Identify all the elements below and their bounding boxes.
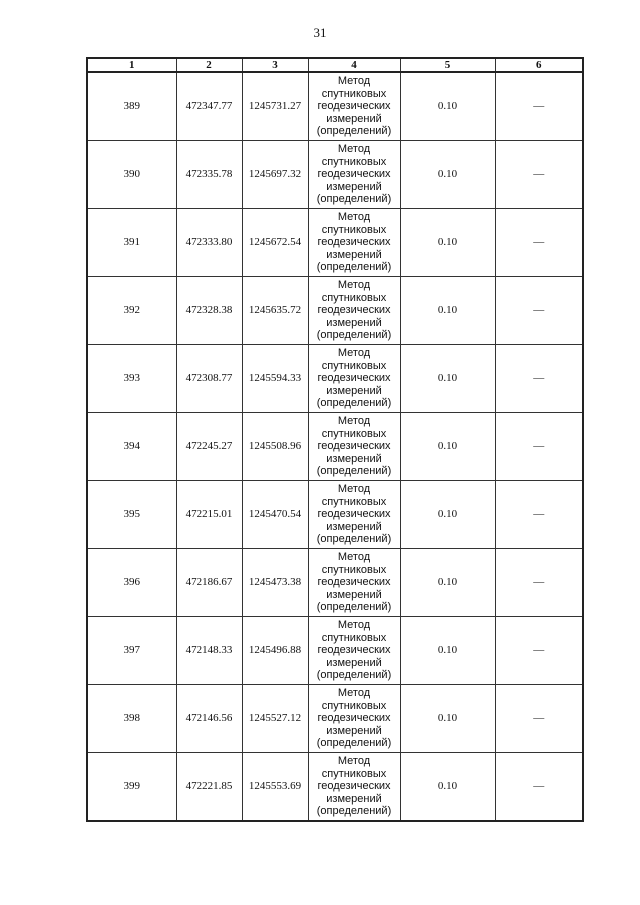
method-line: геодезических	[317, 236, 391, 249]
column-header: 2	[176, 58, 242, 72]
method-cell	[308, 413, 400, 481]
table-row	[87, 481, 583, 549]
method-line: Метод	[337, 279, 371, 292]
method-cell	[308, 617, 400, 685]
point-number-cell: 395	[87, 481, 176, 549]
method-line: измерений	[326, 520, 382, 533]
method-line: (определений)	[316, 737, 392, 750]
point-number-cell: 396	[87, 549, 176, 617]
x-coordinate-cell: 472328.38	[176, 277, 242, 345]
method-line: Метод	[337, 211, 371, 224]
column-header: 3	[242, 58, 308, 72]
method-line: спутниковых	[321, 699, 387, 712]
column-header: 4	[308, 58, 400, 72]
method-line: (определений)	[316, 125, 392, 138]
method-line: геодезических	[317, 100, 391, 113]
note-cell: —	[495, 72, 583, 141]
method-line: (определений)	[316, 533, 392, 546]
x-coordinate-cell: 472333.80	[176, 209, 242, 277]
method-line: (определений)	[316, 193, 392, 206]
method-line: (определений)	[316, 669, 392, 682]
method-cell	[308, 72, 400, 141]
method-line: (определений)	[316, 329, 392, 342]
method-line: геодезических	[317, 780, 391, 793]
accuracy-cell: 0.10	[400, 549, 495, 617]
method-line: спутниковых	[321, 767, 387, 780]
method-line: измерений	[326, 452, 382, 465]
method-line: геодезических	[317, 644, 391, 657]
method-line: геодезических	[317, 576, 391, 589]
note-cell: —	[495, 345, 583, 413]
method-line: измерений	[326, 316, 382, 329]
y-coordinate-cell: 1245672.54	[242, 209, 308, 277]
method-line: Метод	[337, 619, 371, 632]
note-cell: —	[495, 753, 583, 822]
method-line: (определений)	[316, 397, 392, 410]
accuracy-cell: 0.10	[400, 685, 495, 753]
table-row	[87, 141, 583, 209]
note-cell: —	[495, 141, 583, 209]
method-cell	[308, 277, 400, 345]
note-cell: —	[495, 685, 583, 753]
method-line: Метод	[337, 551, 371, 564]
y-coordinate-cell: 1245470.54	[242, 481, 308, 549]
accuracy-cell: 0.10	[400, 617, 495, 685]
table-row	[87, 685, 583, 753]
method-line: геодезических	[317, 372, 391, 385]
point-number-cell: 399	[87, 753, 176, 822]
method-line: спутниковых	[321, 631, 387, 644]
accuracy-cell: 0.10	[400, 345, 495, 413]
coordinates-table	[86, 57, 584, 822]
accuracy-cell: 0.10	[400, 277, 495, 345]
method-line: спутниковых	[321, 495, 387, 508]
method-line: (определений)	[316, 805, 392, 818]
method-line: спутниковых	[321, 155, 387, 168]
method-line: Метод	[337, 755, 371, 768]
note-cell: —	[495, 481, 583, 549]
note-cell: —	[495, 209, 583, 277]
table-row	[87, 549, 583, 617]
method-line: измерений	[326, 180, 382, 193]
method-line: Метод	[337, 415, 371, 428]
table-row	[87, 753, 583, 822]
method-line: измерений	[326, 792, 382, 805]
x-coordinate-cell: 472308.77	[176, 345, 242, 413]
point-number-cell: 393	[87, 345, 176, 413]
method-line: спутниковых	[321, 563, 387, 576]
accuracy-cell: 0.10	[400, 141, 495, 209]
note-cell: —	[495, 277, 583, 345]
method-line: геодезических	[317, 168, 391, 181]
accuracy-cell: 0.10	[400, 72, 495, 141]
method-line: измерений	[326, 248, 382, 261]
point-number-cell: 392	[87, 277, 176, 345]
x-coordinate-cell: 472245.27	[176, 413, 242, 481]
x-coordinate-cell: 472335.78	[176, 141, 242, 209]
column-header: 1	[87, 58, 176, 72]
method-line: Метод	[337, 75, 371, 88]
x-coordinate-cell: 472148.33	[176, 617, 242, 685]
method-line: Метод	[337, 483, 371, 496]
table-row	[87, 209, 583, 277]
accuracy-cell: 0.10	[400, 209, 495, 277]
method-line: измерений	[326, 724, 382, 737]
column-header: 6	[495, 58, 583, 72]
method-line: измерений	[326, 112, 382, 125]
accuracy-cell: 0.10	[400, 481, 495, 549]
method-line: (определений)	[316, 465, 392, 478]
method-cell	[308, 481, 400, 549]
note-cell: —	[495, 413, 583, 481]
method-line: Метод	[337, 687, 371, 700]
method-line: геодезических	[317, 508, 391, 521]
point-number-cell: 397	[87, 617, 176, 685]
table-row	[87, 345, 583, 413]
table-row	[87, 277, 583, 345]
method-line: (определений)	[316, 601, 392, 614]
point-number-cell: 398	[87, 685, 176, 753]
y-coordinate-cell: 1245553.69	[242, 753, 308, 822]
y-coordinate-cell: 1245697.32	[242, 141, 308, 209]
method-line: спутниковых	[321, 359, 387, 372]
method-line: геодезических	[317, 440, 391, 453]
method-line: геодезических	[317, 304, 391, 317]
method-line: спутниковых	[321, 427, 387, 440]
table-body	[87, 72, 583, 821]
method-cell	[308, 685, 400, 753]
y-coordinate-cell: 1245508.96	[242, 413, 308, 481]
accuracy-cell: 0.10	[400, 413, 495, 481]
note-cell: —	[495, 549, 583, 617]
table-row	[87, 617, 583, 685]
accuracy-cell: 0.10	[400, 753, 495, 822]
method-cell	[308, 345, 400, 413]
method-line: спутниковых	[321, 87, 387, 100]
method-cell	[308, 753, 400, 822]
y-coordinate-cell: 1245731.27	[242, 72, 308, 141]
method-cell	[308, 209, 400, 277]
note-cell: —	[495, 617, 583, 685]
x-coordinate-cell: 472186.67	[176, 549, 242, 617]
y-coordinate-cell: 1245594.33	[242, 345, 308, 413]
x-coordinate-cell: 472221.85	[176, 753, 242, 822]
header-row	[87, 58, 583, 72]
point-number-cell: 389	[87, 72, 176, 141]
point-number-cell: 390	[87, 141, 176, 209]
table-row	[87, 72, 583, 141]
method-line: Метод	[337, 347, 371, 360]
method-cell	[308, 549, 400, 617]
y-coordinate-cell: 1245496.88	[242, 617, 308, 685]
method-line: измерений	[326, 588, 382, 601]
x-coordinate-cell: 472146.56	[176, 685, 242, 753]
method-cell	[308, 141, 400, 209]
method-line: спутниковых	[321, 291, 387, 304]
method-line: Метод	[337, 143, 371, 156]
method-line: геодезических	[317, 712, 391, 725]
method-line: спутниковых	[321, 223, 387, 236]
y-coordinate-cell: 1245635.72	[242, 277, 308, 345]
point-number-cell: 394	[87, 413, 176, 481]
y-coordinate-cell: 1245473.38	[242, 549, 308, 617]
y-coordinate-cell: 1245527.12	[242, 685, 308, 753]
x-coordinate-cell: 472215.01	[176, 481, 242, 549]
method-line: измерений	[326, 656, 382, 669]
point-number-cell: 391	[87, 209, 176, 277]
table-row	[87, 413, 583, 481]
method-line: измерений	[326, 384, 382, 397]
method-line: (определений)	[316, 261, 392, 274]
page-number: 31	[313, 25, 327, 40]
x-coordinate-cell: 472347.77	[176, 72, 242, 141]
column-header: 5	[400, 58, 495, 72]
